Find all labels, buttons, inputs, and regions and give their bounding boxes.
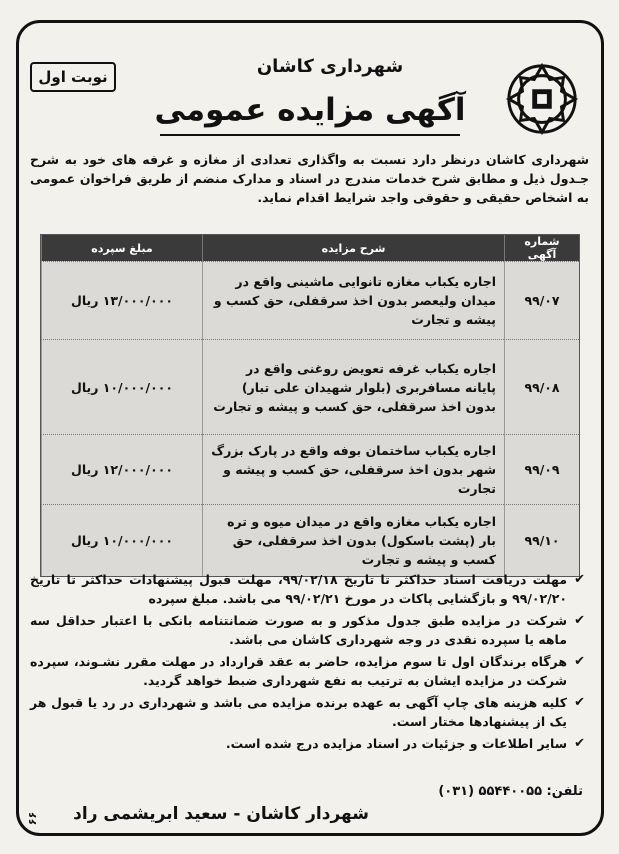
check-icon: ✔ bbox=[574, 695, 585, 710]
intro-lead: شهرداری کاشان bbox=[485, 152, 589, 167]
header-description: شرح مزایده bbox=[202, 235, 504, 261]
list-item bbox=[30, 570, 585, 608]
ad-number: ۹۹/۰۸ bbox=[504, 339, 579, 434]
auction-table bbox=[40, 234, 580, 577]
header-ad-number: شماره آگهی bbox=[504, 235, 579, 261]
note-text: سایر اطلاعات و جزئیات در اسناد مزایده درج شده است. bbox=[225, 736, 567, 751]
auction-description: اجاره یکباب ساختمان بوفه واقع در پارک بزرگ شهر بدون اخذ سرقفلی، حق کسب و پیشه و تجارت bbox=[202, 434, 504, 504]
list-item bbox=[30, 693, 585, 731]
deposit-amount: ۱۳/۰۰۰/۰۰۰ ریال bbox=[41, 261, 202, 339]
auction-description: اجاره یکباب مغازه واقع در میدان میوه و تره بار (پشت باسکول) بدون اخذ سرقفلی، حق کسب و پیشه و تجارت bbox=[202, 504, 504, 576]
table-row bbox=[41, 261, 579, 339]
header-deposit: مبلغ سپرده bbox=[41, 235, 202, 261]
note-text: کلیه هزینه های چاپ آگهی به عهده برنده مزایده می باشد و شهرداری در رد یا قبول هر یک از پیشنهادها مختار است. bbox=[30, 695, 567, 729]
intro-text: درنظر دارد نسبت به واگذاری تعدادی از مغازه و غرفه های خود به شرح جـدول ذیل و مطابق شرح خدمات مندرج در اسناد و مدارک منضم از طریق فراخوان عمومی به اشخاص حقیقی و حقوقی واجد شرایط اقدام نماید. bbox=[30, 152, 589, 205]
auction-description: اجاره یکباب غرفه تعویض روغنی واقع در پایانه مسافربری (بلوار شهیدان علی تبار) بدون اخذ سرقفلی، حق کسب و پیشه و تجارت bbox=[202, 339, 504, 434]
deposit-amount: ۱۲/۰۰۰/۰۰۰ ریال bbox=[41, 434, 202, 504]
list-item bbox=[30, 611, 585, 649]
phone-number: تلفن: ۵۵۴۴۰۰۵۵ (۰۳۱) bbox=[438, 784, 583, 799]
page-title: آگهی مزایده عمومی bbox=[154, 92, 466, 128]
auction-description: اجاره یکباب مغازه تانوایی ماشینی واقع در میدان ولیعصر بدون اخذ سرقفلی، حق کسب و پیشه و تجارت bbox=[202, 261, 504, 339]
table-row bbox=[41, 339, 579, 434]
list-item bbox=[30, 652, 585, 690]
note-text: شرکت در مزایده طبق جدول مذکور و به صورت ضمانتنامه بانکی با اعتبار حداقل سه ماهه یا سپرده نقدی در وجه شهرداری کاشان می باشد. bbox=[30, 613, 567, 647]
check-icon: ✔ bbox=[574, 572, 585, 587]
intro-paragraph bbox=[30, 150, 589, 207]
ad-number: ۹۹/۰۹ bbox=[504, 434, 579, 504]
page-number: ۶۶ bbox=[26, 811, 40, 826]
round-badge: نوبت اول bbox=[30, 62, 116, 92]
table-row bbox=[41, 504, 579, 576]
table-row bbox=[41, 434, 579, 504]
note-text: هرگاه برندگان اول تا سوم مزایده، حاضر به عقد قرارداد در مهلت مقرر نشـوند، سپرده شرکت در مزایده ایشان به ترتیب به نفع شهرداری ضبط خواهد گردید. bbox=[30, 654, 567, 688]
organization-name: شهرداری کاشان bbox=[256, 56, 404, 77]
table-header-row bbox=[41, 235, 579, 261]
deposit-amount: ۱۰/۰۰۰/۰۰۰ ریال bbox=[41, 339, 202, 434]
deposit-amount: ۱۰/۰۰۰/۰۰۰ ریال bbox=[41, 504, 202, 576]
signature: شهردار کاشان - سعید ابریشمی راد bbox=[73, 804, 369, 824]
check-icon: ✔ bbox=[574, 736, 585, 751]
ad-number: ۹۹/۰۷ bbox=[504, 261, 579, 339]
check-icon: ✔ bbox=[574, 654, 585, 669]
list-item bbox=[30, 734, 585, 753]
kashan-municipality-emblem-icon bbox=[503, 60, 581, 138]
note-text: مهلت دریافت اسناد حداکثر تا تاریخ ۹۹/۰۲/۱۸، مهلت قبول پیشنهادات حداکثر تا تاریخ ۹۹/۰۲/۲۰ و بازگشایی پاکات در مورخ ۹۹/۰۲/۲۱ می باشد. مبلغ سپرده bbox=[30, 572, 567, 606]
notes-list bbox=[30, 570, 585, 756]
ad-number: ۹۹/۱۰ bbox=[504, 504, 579, 576]
check-icon: ✔ bbox=[574, 613, 585, 628]
title-underline bbox=[160, 134, 460, 136]
